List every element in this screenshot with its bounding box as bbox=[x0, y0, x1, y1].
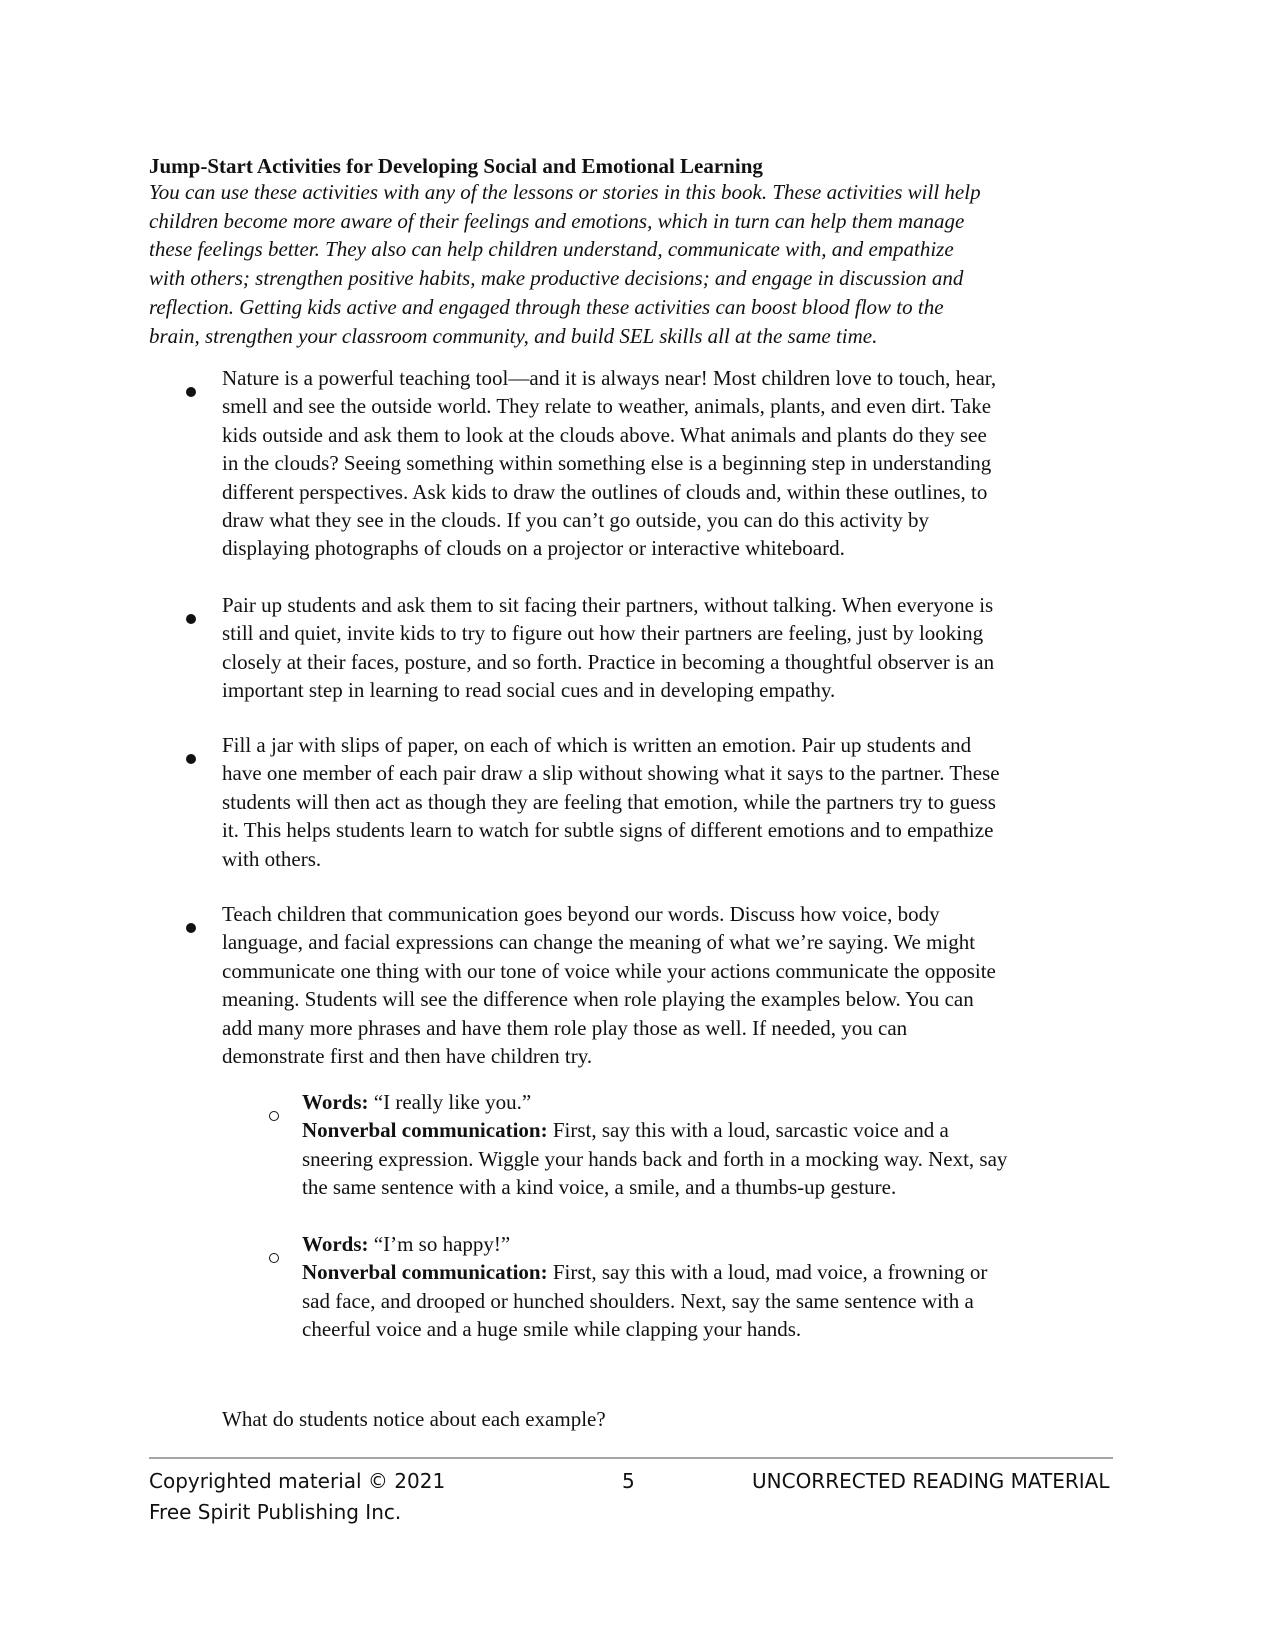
bullet-line: demonstrate first and then have children try. bbox=[222, 1044, 593, 1069]
bullet-line: language, and facial expressions can change the meaning of what we’re saying. We might bbox=[222, 930, 976, 955]
bullet-line: students will then act as though they are feeling that emotion, while the partners try to guess bbox=[222, 789, 996, 814]
bullet-item-communication bbox=[222, 900, 1142, 1070]
bullet-line: kids outside and ask them to look at the clouds above. What animals and plants do they see bbox=[222, 422, 987, 447]
bullet-item-jar bbox=[222, 731, 1142, 873]
intro-line: You can use these activities with any of the lessons or stories in this book. These activities will help bbox=[149, 180, 981, 204]
nonverbal-text: First, say this with a loud, sarcastic voice and a bbox=[547, 1118, 949, 1143]
bullet-line: Fill a jar with slips of paper, on each of which is written an emotion. Pair up students and bbox=[222, 733, 972, 757]
sub-bullet-icon bbox=[269, 1253, 279, 1263]
footer-publisher-line: Free Spirit Publishing Inc. bbox=[149, 1500, 402, 1524]
nonverbal-text: First, say this with a loud, mad voice, a frowning or bbox=[547, 1260, 988, 1285]
section-heading: Jump-Start Activities for Developing Social and Emotional Learning bbox=[149, 154, 763, 178]
example-line: cheerful voice and a huge smile while clapping your hands. bbox=[302, 1317, 802, 1342]
bullet-line: Nature is a powerful teaching tool—and it is always near! Most children love to touch, hear, bbox=[222, 366, 997, 390]
closing-question: What do students notice about each example? bbox=[222, 1407, 606, 1431]
footer-copyright-line: Copyrighted material © 2021 bbox=[149, 1469, 446, 1493]
nonverbal-label: Nonverbal communication: bbox=[302, 1118, 548, 1143]
footer-notice: UNCORRECTED READING MATERIAL bbox=[752, 1469, 1110, 1493]
bullet-icon bbox=[186, 387, 196, 397]
bullet-line: meaning. Students will see the difference when role playing the examples below. You can bbox=[222, 987, 974, 1012]
bullet-line: Teach children that communication goes beyond our words. Discuss how voice, body bbox=[222, 902, 940, 926]
bullet-line: it. This helps students learn to watch for subtle signs of different emotions and to empathize bbox=[222, 818, 994, 843]
example-nonverbal-line bbox=[302, 1258, 1132, 1286]
bullet-line: in the clouds? Seeing something within something else is a beginning step in understanding bbox=[222, 451, 992, 476]
bullet-line: Pair up students and ask them to sit facing their partners, without talking. When everyone is bbox=[222, 593, 994, 617]
example-words-line bbox=[302, 1230, 1132, 1258]
intro-line: with others; strengthen positive habits, make productive decisions; and engage in discussion and bbox=[149, 266, 964, 291]
bullet-icon bbox=[186, 923, 196, 933]
bullet-icon bbox=[186, 754, 196, 764]
bullet-line: with others. bbox=[222, 846, 322, 871]
words-label: Words: bbox=[302, 1232, 369, 1256]
bullet-line: important step in learning to read social cues and in developing empathy. bbox=[222, 678, 836, 703]
intro-line: children become more aware of their feelings and emotions, which in turn can help them manage bbox=[149, 208, 965, 233]
intro-line: brain, strengthen your classroom community, and build SEL skills all at the same time. bbox=[149, 323, 878, 348]
words-text: “I’m so happy!” bbox=[368, 1232, 511, 1256]
words-label: Words: bbox=[302, 1090, 369, 1114]
bullet-line: communicate one thing with our tone of voice while your actions communicate the opposite bbox=[222, 958, 996, 983]
bullet-icon bbox=[186, 614, 196, 624]
intro-line: reflection. Getting kids active and engaged through these activities can boost blood flow to the bbox=[149, 294, 944, 319]
sub-bullet-icon bbox=[269, 1111, 279, 1121]
bullet-line: displaying photographs of clouds on a projector or interactive whiteboard. bbox=[222, 536, 845, 561]
footer-copyright bbox=[149, 1466, 445, 1528]
bullet-line: closely at their faces, posture, and so forth. Practice in becoming a thoughtful observer is an bbox=[222, 649, 995, 674]
example-line: sneering expression. Wiggle your hands back and forth in a mocking way. Next, say bbox=[302, 1146, 1008, 1171]
example-nonverbal-line bbox=[302, 1116, 1132, 1144]
example-item bbox=[302, 1088, 1132, 1202]
bullet-line: smell and see the outside world. They relate to weather, animals, plants, and even dirt. Take bbox=[222, 394, 992, 419]
intro-paragraph bbox=[149, 178, 1139, 350]
bullet-line: draw what they see in the clouds. If you can’t go outside, you can do this activity by bbox=[222, 508, 930, 533]
bullet-line: have one member of each pair draw a slip without showing what it says to the partner. These bbox=[222, 761, 1000, 786]
page-number: 5 bbox=[622, 1469, 635, 1493]
bullet-line: still and quiet, invite kids to try to figure out how their partners are feeling, just by looking bbox=[222, 621, 984, 646]
intro-line: these feelings better. They also can help children understand, communicate with, and empathize bbox=[149, 237, 954, 262]
bullet-line: different perspectives. Ask kids to draw the outlines of clouds and, within these outlines, to bbox=[222, 479, 988, 504]
example-words-line bbox=[302, 1088, 1132, 1116]
example-line: sad face, and drooped or hunched shoulders. Next, say the same sentence with a bbox=[302, 1288, 974, 1313]
example-line: the same sentence with a kind voice, a smile, and a thumbs-up gesture. bbox=[302, 1175, 897, 1200]
nonverbal-label: Nonverbal communication: bbox=[302, 1260, 548, 1285]
bullet-item-nature bbox=[222, 364, 1142, 563]
bullet-line: add many more phrases and have them role play those as well. If needed, you can bbox=[222, 1015, 908, 1040]
example-item bbox=[302, 1230, 1132, 1344]
bullet-item-partners bbox=[222, 591, 1142, 705]
footer-divider bbox=[149, 1457, 1113, 1459]
words-text: “I really like you.” bbox=[368, 1090, 532, 1114]
